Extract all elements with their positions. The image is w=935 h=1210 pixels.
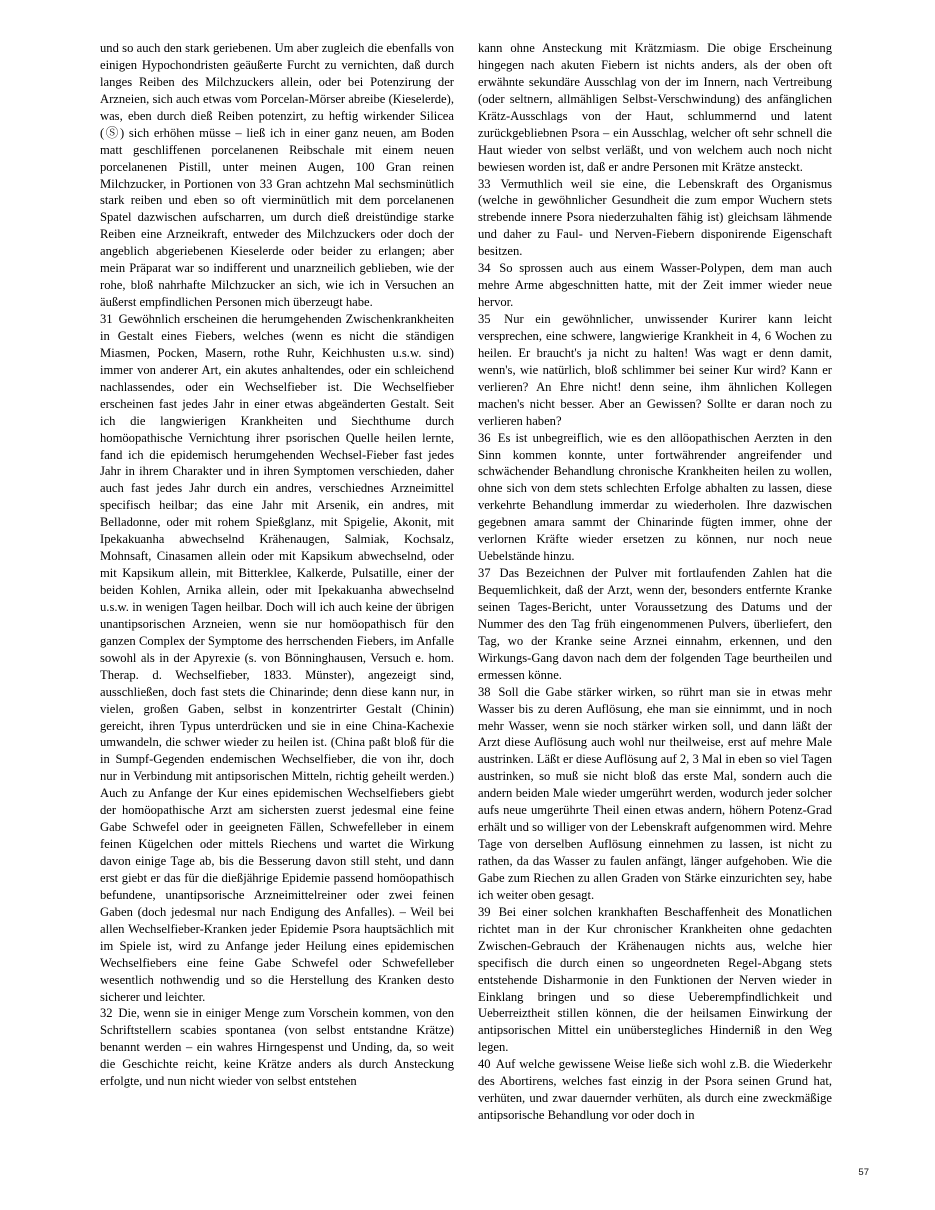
paragraph-text: Das Bezeichnen der Pulver mit fortlaufenden Zahlen hat die Bequemlichkeit, daß der Arzt, wenn der, besonders entfernte Kranke seinen Tages-Bericht, unter Voraussetzung des Datums und der Nummer des den Tag früh eingenommenen Pulvers, überliefert, den Tag, wo der Kranke seine Arznei einnahm, erkennen, und den Wirkungs-Gang davon nach dem der folgenden Tage beurtheilen und ermessen könne. [478, 566, 832, 682]
paragraph-text: Die, wenn sie in einiger Menge zum Vorschein kommen, von den Schriftstellern scabies spontanea (von selbst entstandne Krätze) benannt werden – ein wahres Hirngespenst und Unding, da, so weit die Geschichte reicht, keine Krätze anders als durch Ansteckung erfolgte, und nun nicht wieder von selbst entstehen [100, 1006, 454, 1089]
paragraph-40 [478, 1056, 832, 1124]
paragraph-continued-32 [478, 40, 832, 176]
paragraph-text: Es ist unbegreiflich, wie es den allöopathischen Aerzten in den Sinn kommen konnte, unter fortwährender angreifender und schwächender Behandlung chronische Krankheiten heilen zu wollen, ohne sich von dem stets schlechten Erfolge abhalten zu lassen, diese verkehrte Behandlung immerdar zu wiederholen. Ihre dazwischen gegebnen amara sammt der Chinarinde fügten immer, ohne der verlornen Kräfte wieder ersetzen zu können, nur noch neue Uebelstände hinzu. [478, 430, 832, 564]
paragraph-number: 33 [478, 176, 491, 191]
paragraph-number: 32 [100, 1006, 113, 1021]
paragraph-text: Nur ein gewöhnlicher, unwissender Kurirer kann leicht versprechen, eine schwere, langwierige Krankheit in 4, 6 Wochen zu heilen. Er braucht's ja nicht zu halten! Was wagt er denn damit, wenn's, wie natürlich, bloß schlimmer bei seiner Kur wird? Kann er verlieren? An Ehre nicht! denn seine, ihm ähnlichen Kollegen machen's nicht besser. Aber an Gewissen? Sollte er daran noch zu verlieren haben? [478, 312, 832, 428]
paragraph-34 [478, 260, 832, 311]
paragraph-number: 34 [478, 261, 491, 276]
paragraph-number: 40 [478, 1057, 491, 1072]
paragraph-36 [478, 430, 832, 566]
paragraph-text: und so auch den stark geriebenen. Um aber zugleich die ebenfalls von einigen Hypochondristen geäußerte Furcht zu vernichten, daß durch langes Reiben des Milchzuckers allein, oder bei Potenzirung der Arzneien, sich auch etwas vom Porcelan-Mörser abreibe (Kieselerde), was, eben durch dieß Reiben potenzirt, zu heftig wirkender Silicea (Ⓢ) sich erhöhen müsse – ließ ich in einer ganz neuen, am Boden matt geschliffenen porcelanenen Reibschale mit einem neuen porcelanenen Pistill, unter meinen Augen, 100 Gran reinen Milchzucker, in Portionen von 33 Gran achtzehn Mal sechsminütlich stark reiben und eben so oft vierminütlich mit dem porcelanenen Spatel dazwischen aufscharren, um durch dieß dreistündige starke Reiben eine Arzneikraft, entweder des Milchzuckers oder doch der angeblich abgeriebenen Kieselerde oder beider zu erlangen; aber mein Präparat war so indifferent und unarzneilich geblieben, wie der rohe, bloß nahrhafte Milchzucker an sich, wie ich in Versuchen an äußerst empfindlichen Personen mich überzeugt habe. [100, 41, 454, 310]
paragraph-text: Auf welche gewissene Weise ließe sich wohl z.B. die Wiederkehr des Abortirens, welches fast einzig in der Psora seinen Grund hat, verhüten, und zwar dauernder verhüten, als durch eine zweckmäßige antipsorische Behandlung vor oder doch in [478, 1057, 832, 1123]
paragraph-37 [478, 565, 832, 684]
paragraph-text: Bei einer solchen krankhaften Beschaffenheit des Monatlichen richtet man in der Kur chronischer Krankheiten ohne gedachten Zwischen-Gebrauch der Krähenaugen nichts aus, welche hier specifisch die durch einen so ungeordneten Regel-Abgang stets entstehende Disharmonie in den Funktionen der Nerven wieder in Einklang bringen und so diese Ueberempfindlichkeit und Ueberreiztheit stillen können, die der heilsamen Einwirkung der antipsorischen Mittel ein unüberstegliches Hinderniß in den Weg legen. [478, 904, 832, 1055]
page-number: 57 [858, 1167, 869, 1178]
paragraph-continued-30 [100, 40, 454, 311]
paragraph-32 [100, 1005, 454, 1090]
paragraph-33 [478, 176, 832, 261]
paragraph-number: 35 [478, 312, 491, 326]
paragraph-39 [478, 904, 832, 1056]
paragraph-31 [100, 311, 454, 1005]
paragraph-number: 39 [478, 904, 491, 919]
paragraph-number: 31 [100, 312, 113, 326]
left-column [100, 40, 454, 1090]
paragraph-text: Soll die Gabe stärker wirken, so rührt man sie in etwas mehr Wasser bis zu deren Auflösung, ehe man sie einnimmt, und in noch mehr Wasser, wenn sie noch stärker wirken soll, und dann läßt der Arzt diese Auflösung auch wohl nur theilweise, erst auf mehre Male austrinken. Läßt er diese Auflösung auf 2, 3 Mal in eben so viel Tagen austrinken, so muß sie nicht bloß das erste Mal, sondern auch die andern beiden Male wieder umgerührt werden, wodurch jeder solcher aufs neue umgerührte Theil einen etwas andern, höhern Potenz-Grad erhält und so williger von der Lebenskraft aufgenommen wird. Mehre Tage von derselben Auflösung einnehmen zu lassen, ist nicht zu rathen, da das Wasser zu faulen anfängt, länger aufgehoben. Wie die Gabe zum Riechen zu allen Graden von Stärke einzurichten sey, habe ich weiter oben gesagt. [478, 684, 833, 902]
paragraph-text: Gewöhnlich erscheinen die herumgehenden Zwischenkrankheiten in Gestalt eines Fiebers, welches (wenn es nicht die ständigen Miasmen, Pocken, Masern, rothe Ruhr, Keichhusten u.s.w. sind) immer von anderer Art, ein akutes anhaltendes, oder ein schleichend nachlassendes, oder ein Wechselfieber ist. Die Wechselfieber erscheinen fast jedes Jahr in einer etwas abgeänderten Gestalt. Seit ich die langwierigen Krankheiten und Siechthume durch homöopathische Vernichtung ihrer psorischen Quelle heilen lernte, fand ich die epidemisch herumgehenden Wechsel-Fieber fast jedes Jahr in ihrem Charakter und in ihren Symptomen verschieden, daher auch fast jedes Jahr durch ein andres, verschiednes Arzneimittel specifisch heilbar; das eine Jahr mit Arsenik, ein andres, mit Belladonne, oder mit rohem Spießglanz, mit Spigelie, Akonit, mit Ipekakuanha abwechselnd Krähenaugen, Salmiak, Kochsalz, Mohnsaft, Cinasamen allein oder mit Kapsikum abwechselnd, oder mit Kapsikum allein, mit Bitterklee, Kalkerde, Pulsatille, einer der beiden Kohlen, Arnika allein, oder mit Ipekakuanha abwechselnd u.s.w. in wenigen Tagen heilbar. Doch will ich auch keine der übrigen unantipsorischen Arzneien, wenn sie nur homöopathisch für den ganzen Complex der Symptome des herrschenden Fiebers, im Anfalle sowohl als in der Apyrexie (s. von Bönninghausen, Versuch e. hom. Therap. d. Wechselfieber, 1833. Münster), angezeigt sind, ausschließen, doch fast stets die Chinarinde; denn diese kann nur, in vielen, großen Gaben, selbst in konzentrirter Gestalt (Chinin) gereicht, ihren Typus unterdrücken und sie in eine China-Kachexie umwandeln, die schwer wieder zu heilen ist. (China paßt bloß für die in Sumpf-Gegenden endemischen Wechselfieber, die von ihr, doch nur in Verbindung mit antipsorischen Mitteln, richtig geheilt werden.) Auch zu Anfange der Kur eines epidemischen Wechselfiebers giebt der homöopathische Arzt am sichersten zuerst jedesmal eine feine Gabe Schwefel oder in geeigneten Fällen, Schwefelleber in einem feinen Kügelchen oder mittels Riechens und wartet die Wirkung davon einige Tage ab, bis die Besserung davon still steht, und dann erst giebt er das für die dießjährige Epidemie passend homöopathisch befundene, unantipsorische Arzneimittelreiner oder zwei feinen Gaben (doch jedesmal nur nach Endigung des Anfalles). – Weil bei allen Wechselfieber-Kranken jeder Epidemie Psora hauptsächlich mit im Spiele ist, wird zu Anfange jeder Heilung eines epidemischen Wechselfiebers eine feine Gabe Schwefel oder Schwefelleber wesentlich nothwendig und so die Herstellung des Kranken desto sicherer und leichter. [100, 312, 454, 1004]
two-column-body [100, 40, 835, 1140]
paragraph-number: 36 [478, 430, 491, 445]
paragraph-38 [478, 684, 832, 904]
paragraph-text: Vermuthlich weil sie eine, die Lebenskraft des Organismus (welche in gewöhnlicher Gesundheit die zum empor Wuchern stets strebende innere Psora niederzuhalten fähig ist) gleichsam lähmende und daher zu Faul- und Nerven-Fiebern disponirende Eigenschaft besitzen. [478, 176, 833, 259]
paragraph-35 [478, 311, 832, 430]
right-column [478, 40, 832, 1124]
paragraph-text: So sprossen auch aus einem Wasser-Polypen, dem man auch mehre Arme abgeschnitten hatte, mit der Zeit immer wieder neue hervor. [478, 261, 833, 310]
paragraph-text: kann ohne Ansteckung mit Krätzmiasm. Die obige Erscheinung hingegen nach akuten Fiebern ist nichts anders, als der oben oft erwähnte sekundäre Ausschlag von der im Innern, nach Vertreibung (oder seltnern, allmähligen Selbst-Verschwindung) des anfänglichen Krätz-Ausschlags von der Haut, schlummernd und latent zurückgebliebnen Psora – ein Ausschlag, welcher oft sehr schnell die Haut wieder von selbst verläßt, und von welchem auch noch nicht bewiesen worden ist, daß er andre Personen mit Krätze ansteckt. [478, 41, 832, 174]
paragraph-number: 38 [478, 684, 491, 699]
paragraph-number: 37 [478, 566, 491, 581]
